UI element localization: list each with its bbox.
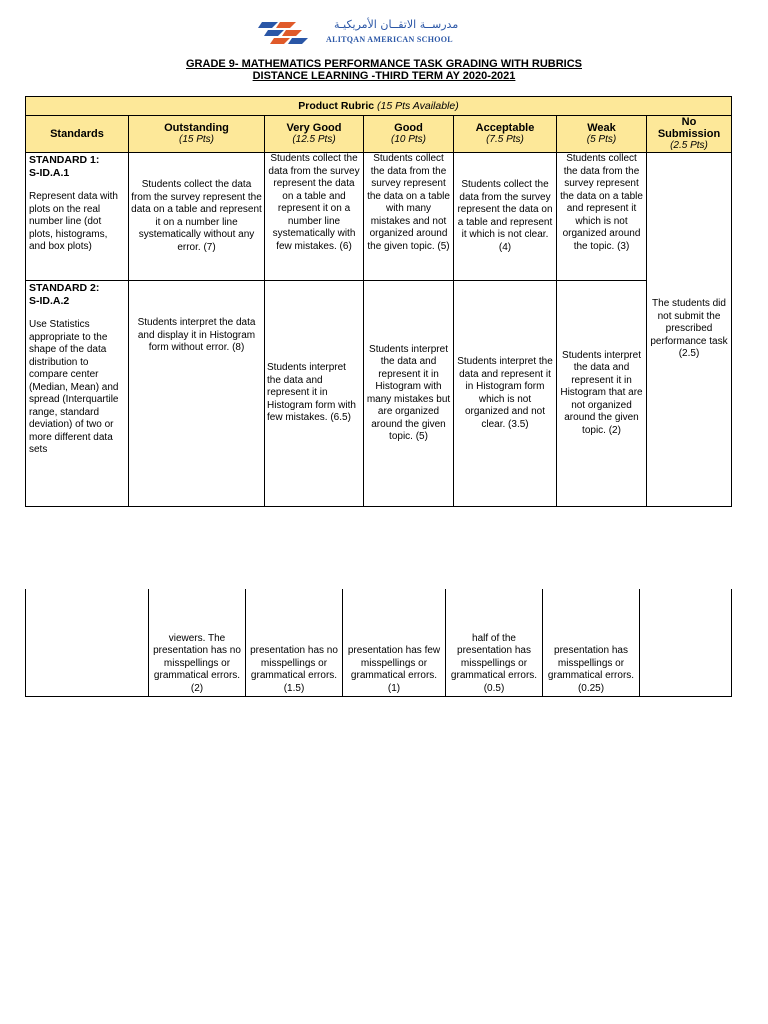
header-no-submission [647, 116, 732, 153]
fragment-cell-no-submission [640, 589, 732, 697]
criteria-acceptable: Students collect the data from the survey represent the data on a table and represent it which is not clear. (4) [454, 153, 557, 281]
header-points: (12.5 Pts) [292, 134, 336, 145]
fragment-cell-outstanding: viewers. The presentation has no misspellings or grammatical errors. (2) [149, 589, 246, 697]
criteria-acceptable: Students interpret the data and represent it in Histogram form which is not organized and not clear. (3.5) [454, 281, 557, 507]
header-label: Weak [587, 122, 616, 134]
fragment-cell-weak: presentation has misspellings or grammatical errors. (0.25) [543, 589, 640, 697]
criteria-outstanding: Students interpret the data and display it in Histogram form without error. (8) [129, 281, 265, 507]
fragment-cell-very-good: presentation has no misspellings or grammatical errors. (1.5) [246, 589, 343, 697]
table-row [26, 589, 732, 697]
document-subtitle: DISTANCE LEARNING -THIRD TERM AY 2020-2021 [252, 70, 516, 82]
rubric-row-standard-2 [26, 281, 732, 507]
school-name-english: ALITQAN AMERICAN SCHOOL [326, 35, 453, 44]
header-points: (15 Pts) [178, 134, 214, 145]
criteria-weak: Students interpret the data and represent it in Histogram that are not organized around the given topic. (2) [557, 281, 647, 507]
standard-cell [26, 153, 129, 281]
header-standards [26, 116, 129, 153]
rubric-table-continuation [25, 589, 732, 697]
standard-description: Use Statistics appropriate to the shape of the data distribution to compare center (Median, Mean) and spread (Interquartile range, standard deviation) of two or more different data sets [29, 319, 119, 455]
header-very-good [265, 116, 364, 153]
header-points: (5 Pts) [586, 134, 617, 145]
header-points: (2.5 Pts) [670, 140, 708, 151]
rubric-header-row [26, 116, 732, 153]
standard-cell [26, 281, 129, 507]
criteria-very-good: Students interpret the data and represent it in Histogram form with few mistakes. (6.5) [265, 281, 364, 507]
rubric-title-text: Product Rubric [298, 99, 375, 112]
standard-description: Represent data with plots on the real number line (dot plots, histograms, and box plots) [29, 191, 118, 252]
document-title: GRADE 9- MATHEMATICS PERFORMANCE TASK GRADING WITH RUBRICS [186, 58, 582, 70]
criteria-good: Students collect the data from the survey represent the data on a table with many mistakes and not organized around the given topic. (5) [364, 153, 454, 281]
header-acceptable [454, 116, 557, 153]
header-label: Standards [50, 128, 104, 140]
criteria-very-good: Students collect the data from the survey represent the data on a table and represent it on a number line systematically with few mistakes. (6) [265, 153, 364, 281]
standard-code: STANDARD 2: S-ID.A.2 [29, 282, 100, 307]
criteria-good: Students interpret the data and represent it in Histogram with many mistakes but are organized around the given topic. (5) [364, 281, 454, 507]
fragment-cell-good: presentation has few misspellings or grammatical errors. (1) [343, 589, 446, 697]
header-points: (10 Pts) [390, 134, 426, 145]
rubric-table [25, 96, 732, 507]
header-label: Outstanding [164, 122, 229, 134]
criteria-weak: Students collect the data from the survey represent the data on a table and represent it which is not organized around the topic. (3) [557, 153, 647, 281]
rubric-title-row [26, 97, 732, 116]
header-weak [557, 116, 647, 153]
rubric-title-note: (15 Pts Available) [377, 99, 459, 112]
header-points: (7.5 Pts) [486, 134, 524, 145]
fragment-cell-standard [26, 589, 149, 697]
header-label: Acceptable [475, 122, 535, 134]
header-good [364, 116, 454, 153]
school-name-arabic: مدرســة الاتقــان الأمريكيـة [334, 18, 459, 31]
header-outstanding [129, 116, 265, 153]
header-label: Good [394, 122, 423, 134]
rubric-title [26, 97, 732, 116]
criteria-no-submission: The students did not submit the prescribed performance task (2.5) [647, 153, 732, 507]
header-label: No Submission [657, 116, 721, 140]
criteria-outstanding: Students collect the data from the survey represent the data on a table and represent it on a number line systematically without any error. (7) [129, 153, 265, 281]
header-label: Very Good [286, 122, 342, 134]
rubric-row-standard-1 [26, 153, 732, 281]
standard-code: STANDARD 1: S-ID.A.1 [29, 154, 100, 179]
fragment-cell-acceptable: half of the presentation has misspellings or grammatical errors. (0.5) [446, 589, 543, 697]
